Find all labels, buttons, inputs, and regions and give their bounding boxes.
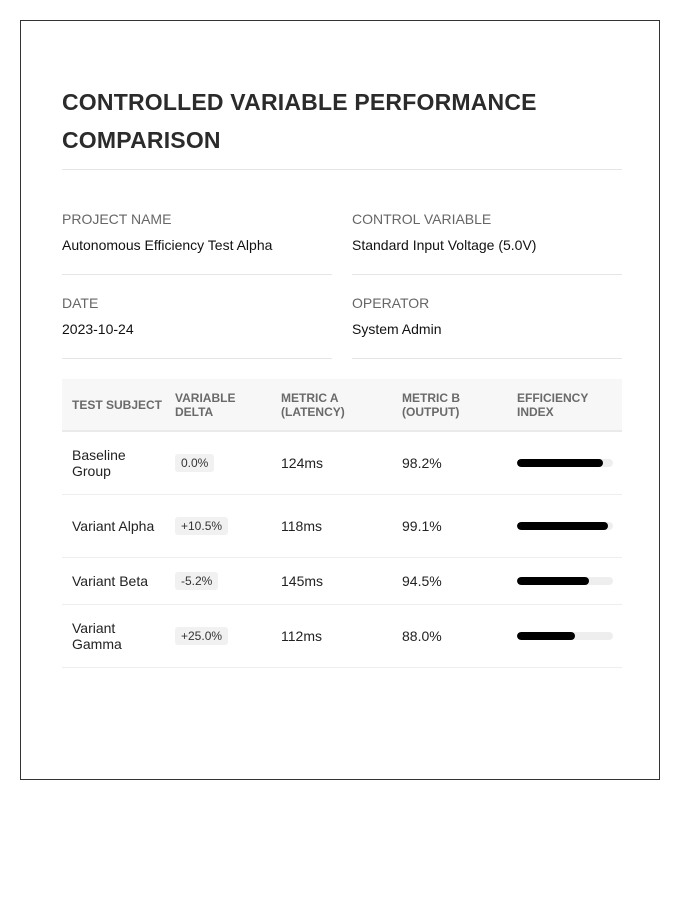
delta-badge: +25.0% xyxy=(175,627,228,645)
delta-badge: 0.0% xyxy=(175,454,214,472)
cell-latency: 112ms xyxy=(271,604,392,667)
efficiency-bar-fill xyxy=(517,522,608,530)
meta-operator xyxy=(352,295,622,359)
header-metric-a: METRIC A (LATENCY) xyxy=(271,379,392,431)
meta-value: System Admin xyxy=(352,321,442,337)
cell-latency: 118ms xyxy=(271,494,392,557)
cell-delta xyxy=(165,494,271,557)
cell-delta xyxy=(165,431,271,494)
efficiency-bar-fill xyxy=(517,459,603,467)
report-card xyxy=(20,20,660,780)
table-row xyxy=(62,557,622,604)
meta-label: OPERATOR xyxy=(352,295,430,311)
cell-efficiency xyxy=(507,557,622,604)
header-metric-b: METRIC B (OUTPUT) xyxy=(392,379,507,431)
table-header-row xyxy=(62,379,622,431)
efficiency-bar xyxy=(517,522,613,530)
meta-label: PROJECT NAME xyxy=(62,211,172,227)
meta-value: Standard Input Voltage (5.0V) xyxy=(352,237,537,253)
efficiency-bar-fill xyxy=(517,632,575,640)
table-row xyxy=(62,431,622,494)
cell-efficiency xyxy=(507,494,622,557)
table-row xyxy=(62,604,622,667)
meta-project-name xyxy=(62,211,332,275)
results-table xyxy=(62,379,622,668)
efficiency-bar xyxy=(517,577,613,585)
efficiency-bar-fill xyxy=(517,577,589,585)
cell-delta xyxy=(165,557,271,604)
efficiency-bar xyxy=(517,459,613,467)
title-divider xyxy=(62,169,622,170)
report-title: CONTROLLED VARIABLE PERFORMANCE COMPARISON xyxy=(62,89,537,153)
cell-output: 88.0% xyxy=(392,604,507,667)
header-efficiency-index: EFFICIENCY INDEX xyxy=(507,379,622,431)
cell-output: 99.1% xyxy=(392,494,507,557)
cell-subject: Variant Gamma xyxy=(62,604,165,667)
efficiency-bar xyxy=(517,632,613,640)
cell-delta xyxy=(165,604,271,667)
meta-value: 2023-10-24 xyxy=(62,321,134,337)
cell-output: 94.5% xyxy=(392,557,507,604)
cell-subject: Variant Alpha xyxy=(62,494,165,557)
meta-date xyxy=(62,295,332,359)
cell-output: 98.2% xyxy=(392,431,507,494)
meta-control-variable xyxy=(352,211,622,275)
meta-label: DATE xyxy=(62,295,99,311)
delta-badge: -5.2% xyxy=(175,572,218,590)
cell-subject: Variant Beta xyxy=(62,557,165,604)
cell-subject: Baseline Group xyxy=(62,431,165,494)
header-test-subject: TEST SUBJECT xyxy=(62,379,165,431)
delta-badge: +10.5% xyxy=(175,517,228,535)
meta-label: CONTROL VARIABLE xyxy=(352,211,492,227)
header-variable-delta: VARIABLE DELTA xyxy=(165,379,271,431)
meta-value: Autonomous Efficiency Test Alpha xyxy=(62,237,273,253)
table-row xyxy=(62,494,622,557)
cell-efficiency xyxy=(507,604,622,667)
cell-latency: 124ms xyxy=(271,431,392,494)
cell-efficiency xyxy=(507,431,622,494)
cell-latency: 145ms xyxy=(271,557,392,604)
